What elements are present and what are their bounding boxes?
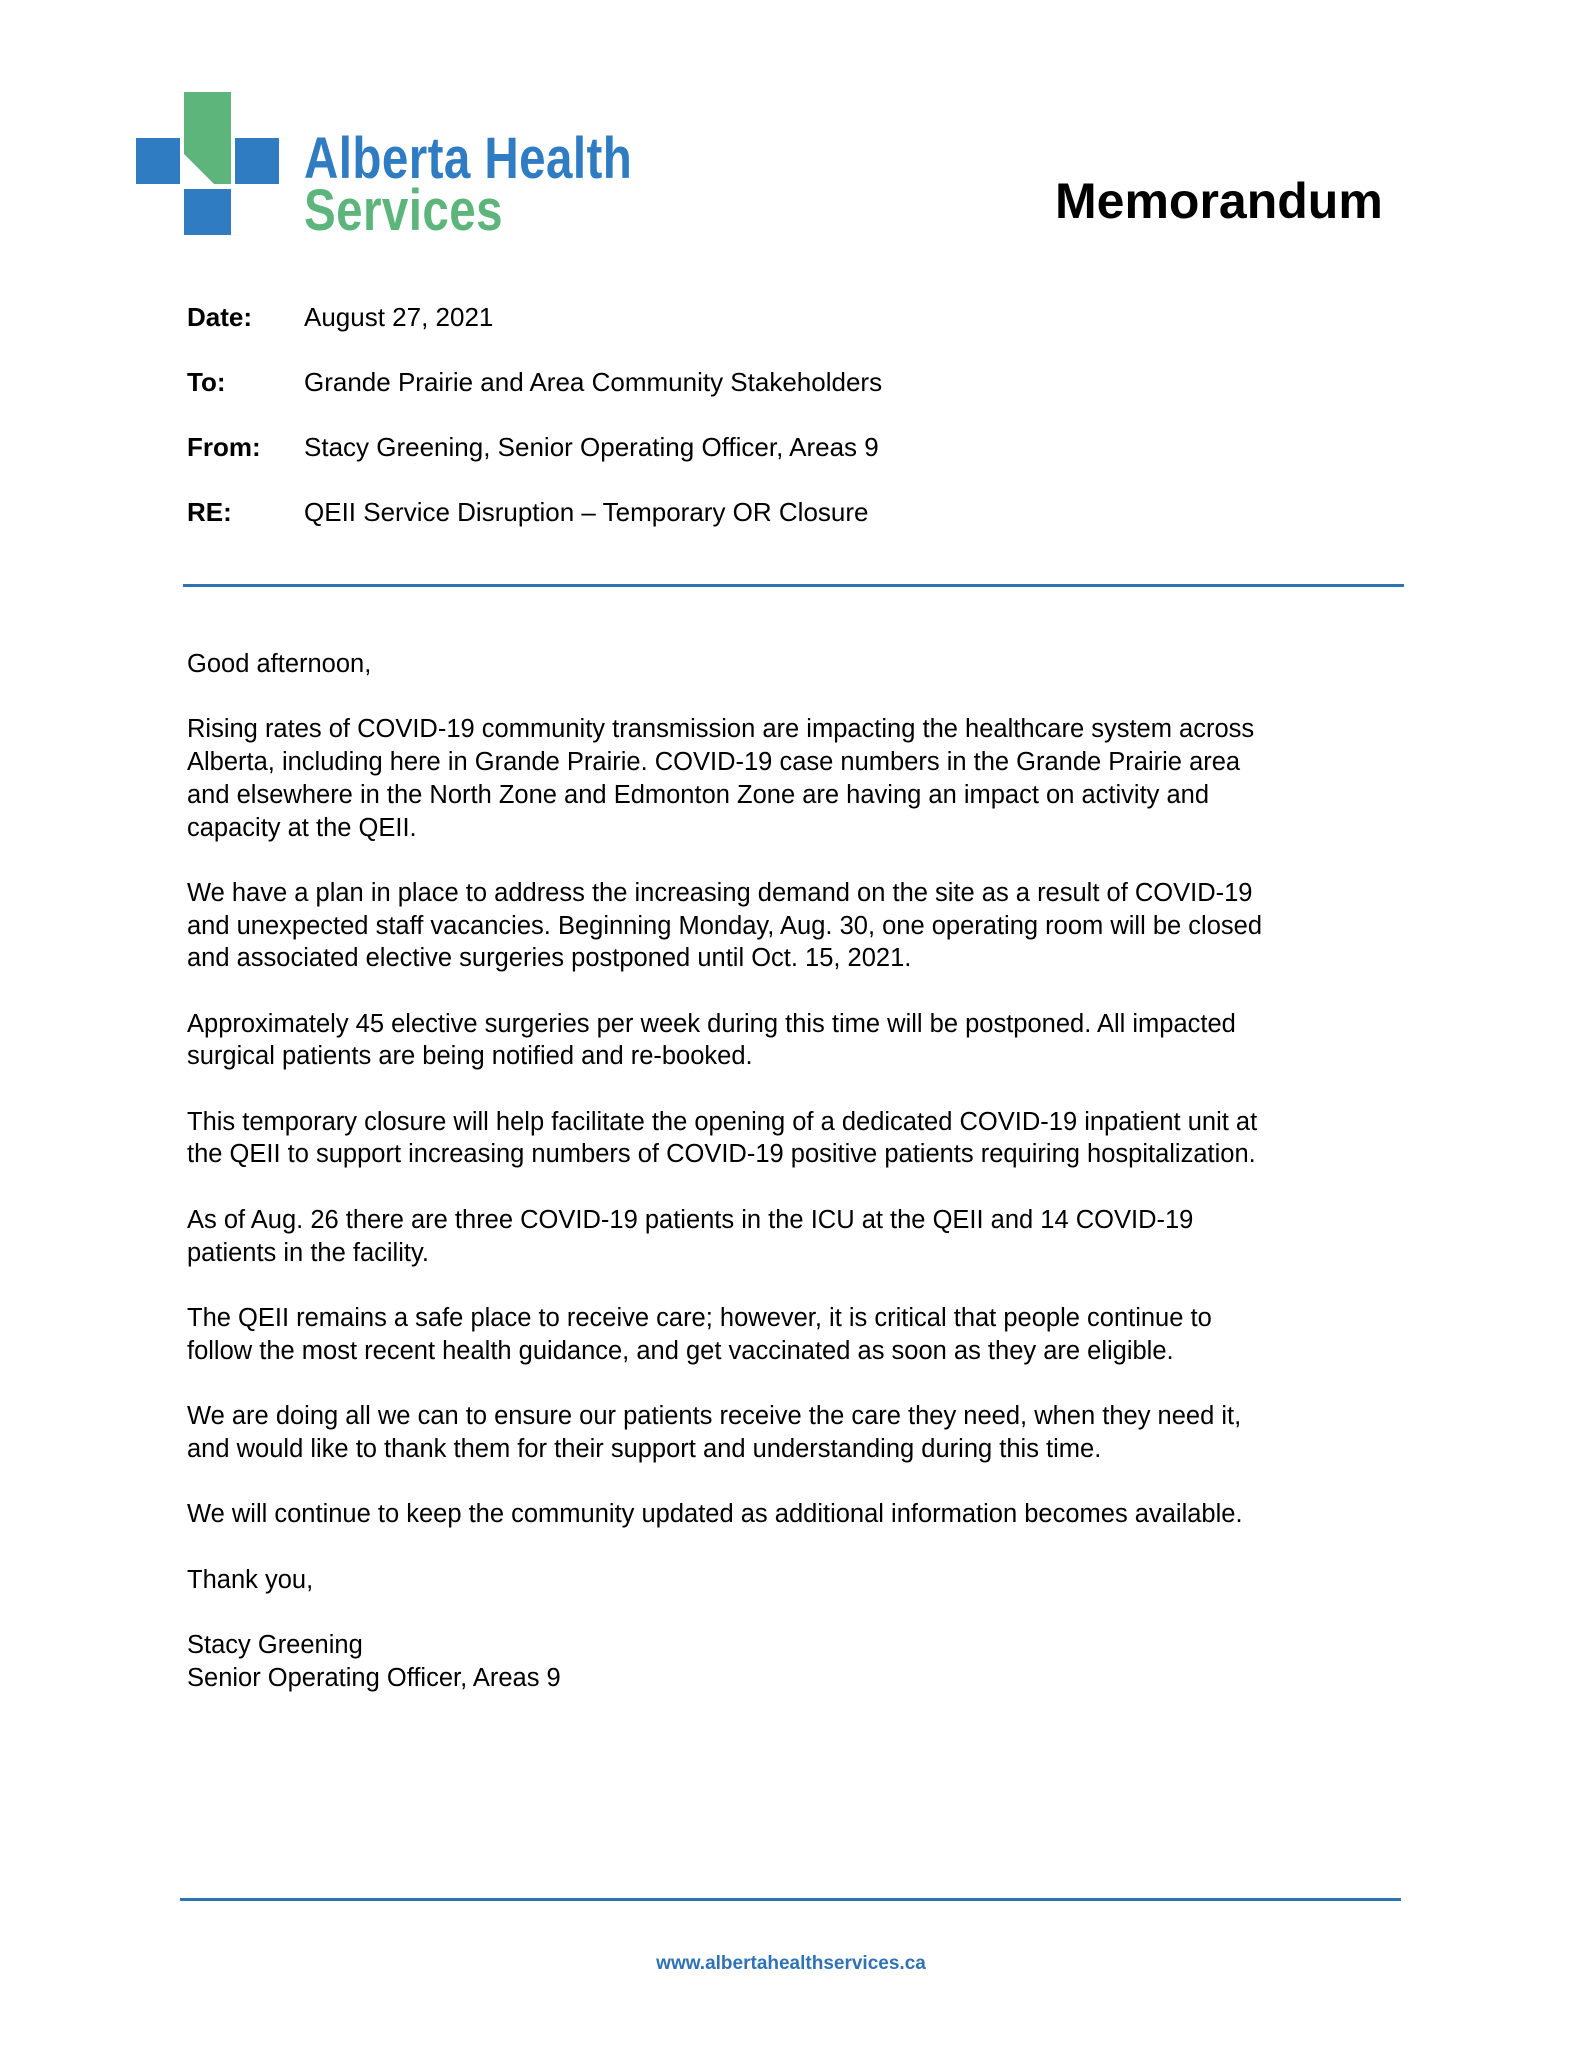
header-value: Stacy Greening, Senior Operating Officer, Areas 9 — [304, 432, 879, 462]
paragraph-line: Approximately 45 elective surgeries per week during this time will be postponed. All impacted — [187, 1009, 1236, 1038]
paragraph-line: Thank you, — [187, 1565, 314, 1594]
paragraph-line: Stacy Greening — [187, 1630, 363, 1659]
header-value: Grande Prairie and Area Community Stakeholders — [304, 367, 883, 397]
body-paragraph — [187, 713, 1417, 844]
paragraph-line: We have a plan in place to address the increasing demand on the site as a result of COVID-19 — [187, 878, 1253, 907]
paragraph-line: Good afternoon, — [187, 650, 372, 678]
paragraph-line: This temporary closure will help facilitate the opening of a dedicated COVID-19 inpatient unit at — [187, 1107, 1258, 1136]
paragraph-line: patients in the facility. — [187, 1238, 429, 1267]
paragraph-line: We are doing all we can to ensure our patients receive the care they need, when they need it, — [187, 1402, 1242, 1431]
body-paragraph — [187, 1204, 1417, 1269]
paragraph-line: Rising rates of COVID-19 community transmission are impacting the healthcare system across — [187, 715, 1255, 744]
paragraph-line: and would like to thank them for their support and understanding during this time. — [187, 1434, 1102, 1463]
paragraph-line: and unexpected staff vacancies. Beginning Monday, Aug. 30, one operating room will be closed — [187, 911, 1263, 940]
logo-alberta-shape — [184, 92, 231, 184]
paragraph-line: Senior Operating Officer, Areas 9 — [187, 1663, 561, 1692]
paragraph-line: Alberta, including here in Grande Prairie. COVID-19 case numbers in the Grande Prairie area — [187, 748, 1241, 777]
memo-body — [187, 648, 1417, 1727]
paragraph-line: follow the most recent health guidance, and get vaccinated as soon as they are eligible. — [187, 1336, 1174, 1365]
body-paragraph — [187, 1400, 1417, 1465]
header-value: August 27, 2021 — [304, 302, 494, 332]
paragraph-line: surgical patients are being notified and re-booked. — [187, 1042, 753, 1071]
memorandum-title: Memorandum — [1055, 173, 1383, 229]
body-paragraph — [187, 877, 1417, 975]
paragraph-line: As of Aug. 26 there are three COVID-19 patients in the ICU at the QEII and 14 COVID-19 — [187, 1205, 1194, 1234]
body-paragraph — [187, 1302, 1417, 1367]
header-label: To: — [187, 367, 226, 397]
header-value: QEII Service Disruption – Temporary OR Closure — [304, 497, 869, 527]
paragraph-line: and elsewhere in the North Zone and Edmonton Zone are having an impact on activity and — [187, 780, 1210, 809]
header-divider — [183, 584, 1404, 587]
header-label: RE: — [187, 497, 232, 527]
body-paragraph — [187, 1106, 1417, 1171]
paragraph-line: The QEII remains a safe place to receive care; however, it is critical that people continue to — [187, 1303, 1212, 1332]
footer-website-link[interactable]: www.albertahealthservices.ca — [656, 1953, 926, 1974]
body-paragraph — [187, 1629, 1417, 1694]
logo-square-right — [235, 138, 279, 184]
logo-square-bottom — [184, 189, 231, 235]
paragraph-line: the QEII to support increasing numbers of COVID-19 positive patients requiring hospitalization. — [187, 1140, 1256, 1169]
header-label: Date: — [187, 302, 253, 332]
logo-text-line1: Alberta Health — [304, 126, 633, 191]
body-paragraph — [187, 1008, 1417, 1073]
paragraph-line: and associated elective surgeries postponed until Oct. 15, 2021. — [187, 944, 912, 973]
body-paragraph — [187, 1564, 1417, 1597]
body-paragraph — [187, 1498, 1417, 1531]
logo-text-line2: Services — [304, 178, 503, 243]
paragraph-line: capacity at the QEII. — [187, 813, 417, 842]
logo-square-left — [136, 138, 180, 184]
paragraph-line: We will continue to keep the community updated as additional information becomes available. — [187, 1500, 1243, 1529]
footer-divider — [180, 1898, 1401, 1901]
body-paragraph — [187, 648, 1417, 681]
header-label: From: — [187, 432, 261, 462]
